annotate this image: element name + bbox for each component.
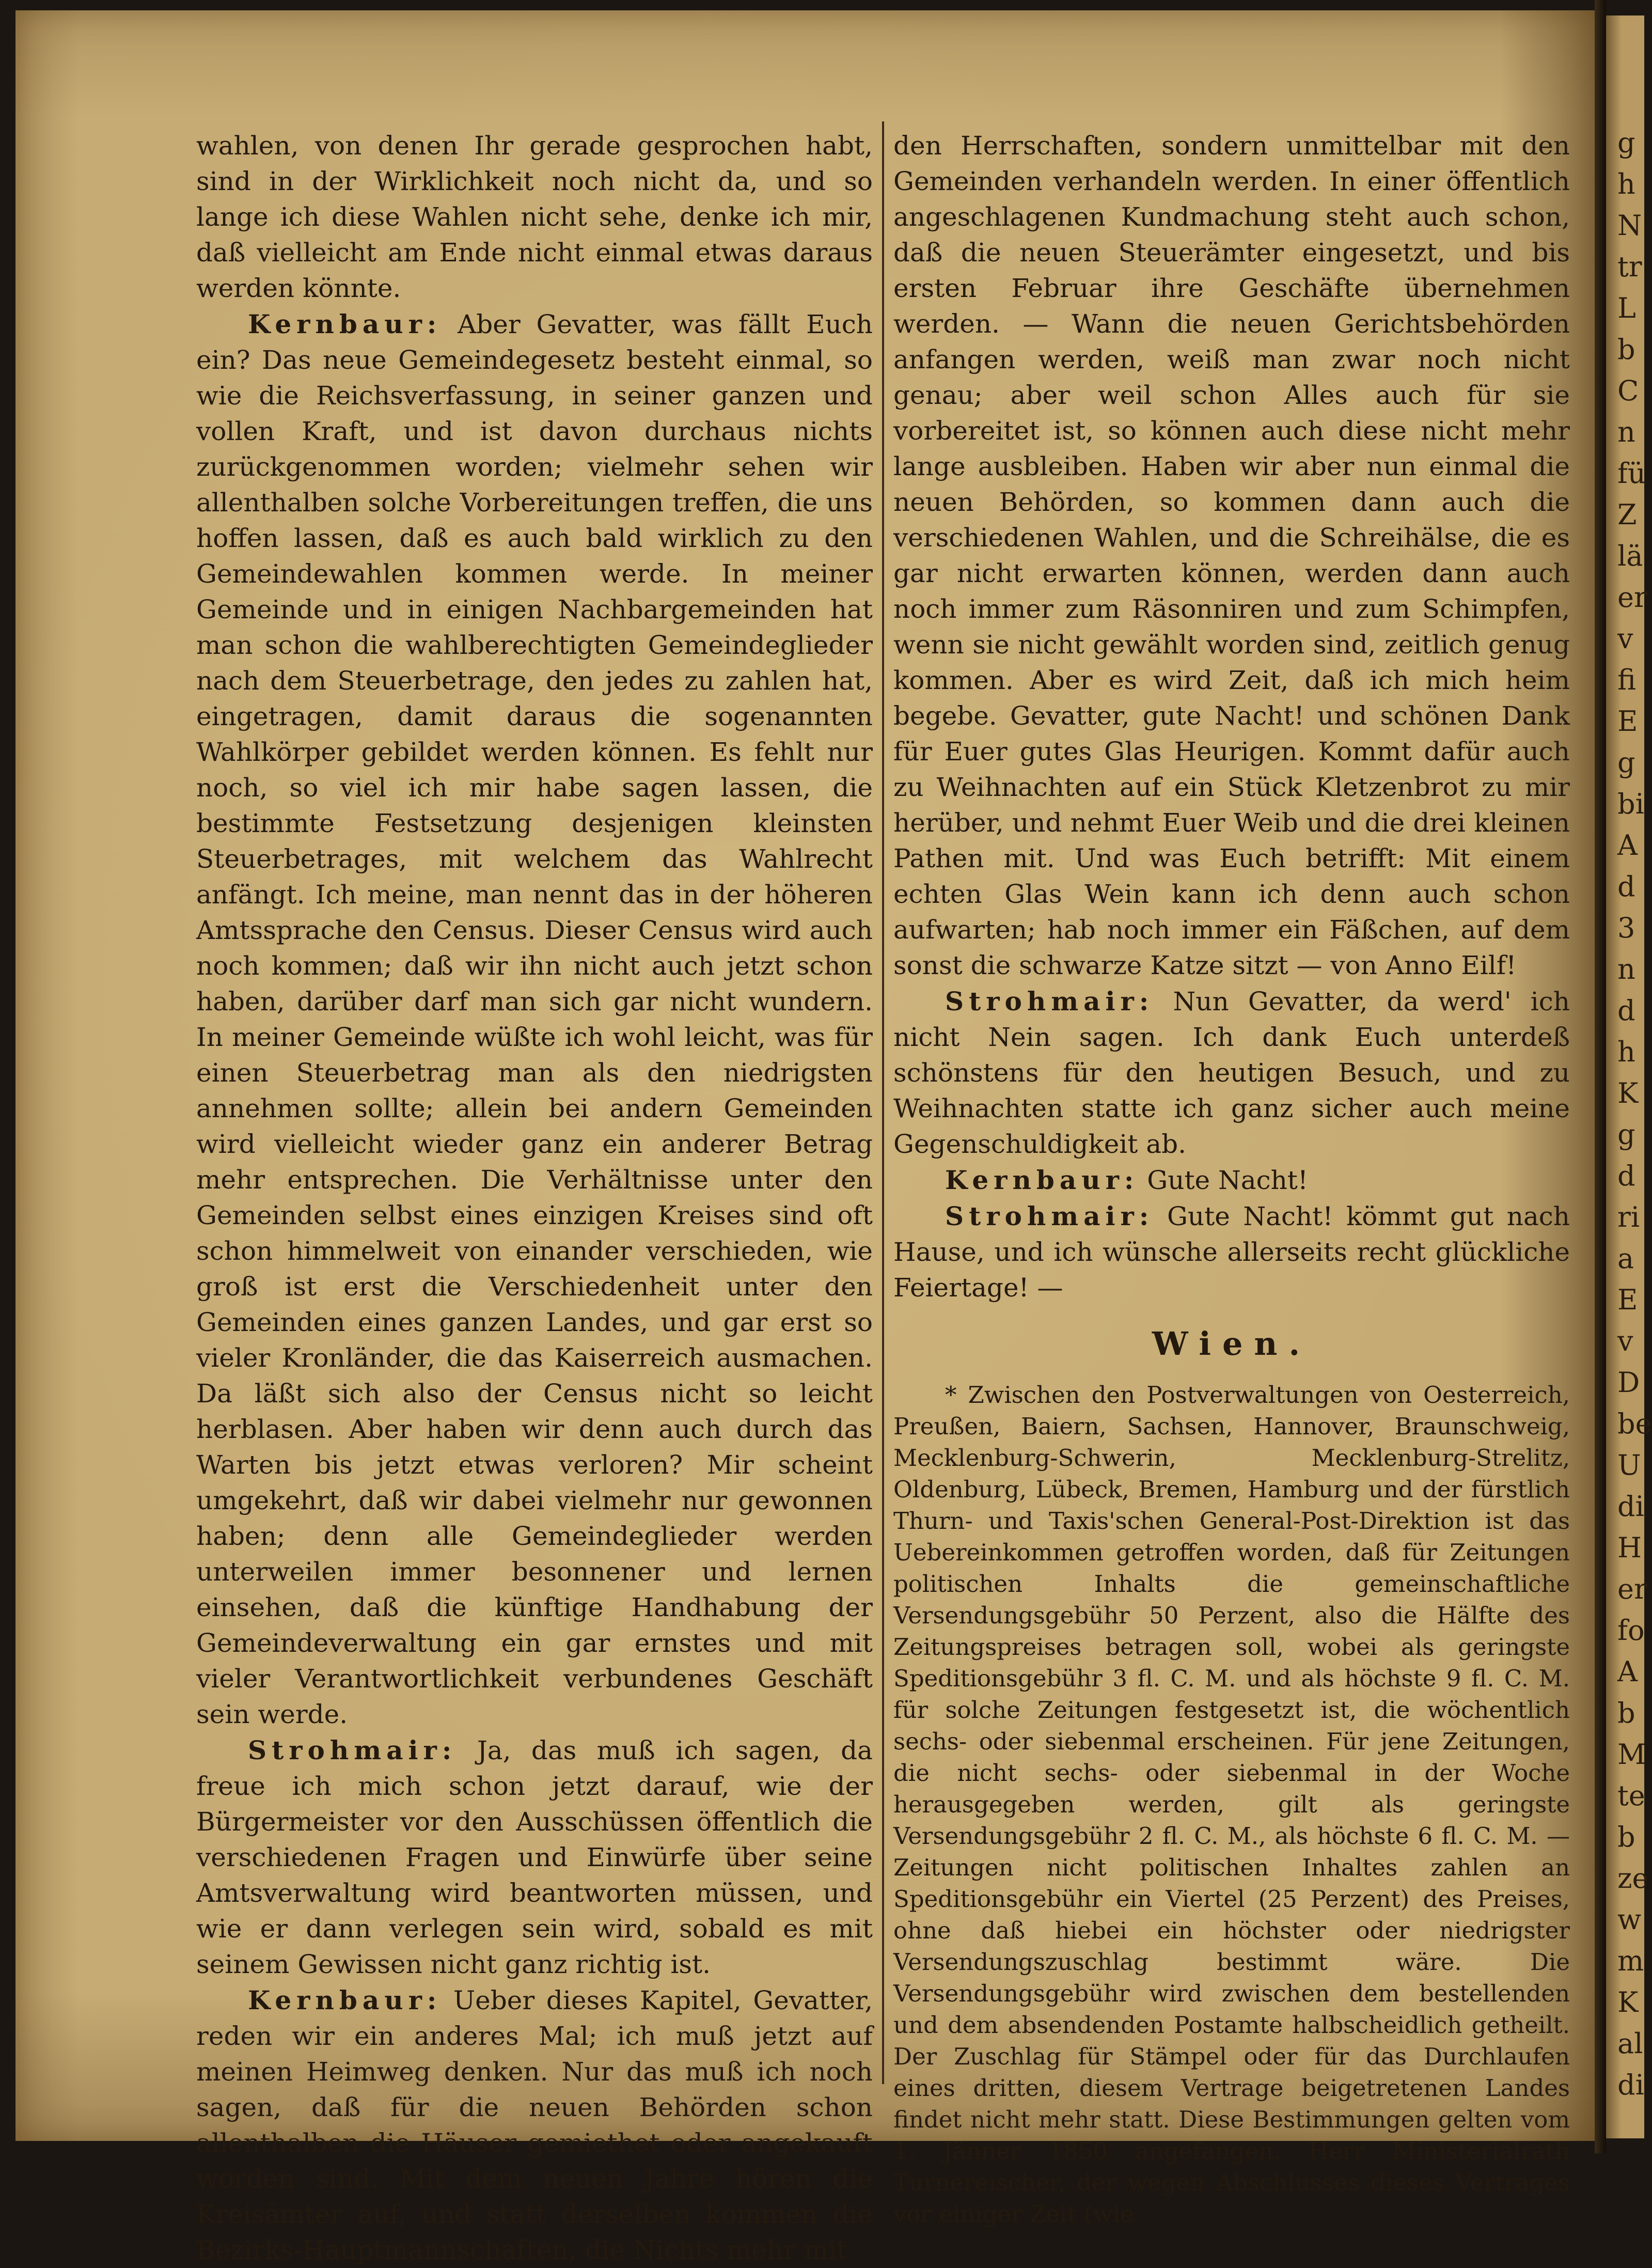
dialogue-text: Ja, das muß ich sagen, da freue ich mich schon jetzt darauf, wie der Bürgermeister vor den Ausschüssen öffentlich die verschiedenen Fragen und Einwürfe über seine Amtsverwaltung wird beantworten müssen, und wie er dann verlegen sein wird, sobald es mit seinem Gewissen nicht ganz richtig ist. [196,1735,873,1979]
paragraph: wahlen, von denen Ihr gerade gesprochen habt, sind in der Wirklichkeit noch nicht da, und so lange ich diese Wahlen nicht sehe, denke ich mir, daß vielleicht am Ende nicht einmal etwas daraus werden könnte. [196,131,873,303]
next-page-fragment: v [1617,622,1633,655]
next-page-fragment: E [1617,705,1638,738]
speaker-name: Kernbaur: [945,1165,1139,1195]
next-page-fragment: C [1617,374,1639,407]
dialogue-text: Aber Gevatter, was fällt Euch ein? Das neue Gemeindegesetz besteht einmal, so wie die Reichsverfassung, in seiner ganzen und vollen Kraft, und ist davon durchaus nichts zurückgenommen worden; vielmehr sehen wir allenthalben solche Vorbereitungen treffen, die uns hoffen lassen, daß es auch bald wirklich zu den Gemeindewahlen kommen werde. In meiner Gemeinde und in einigen Nachbargemeinden hat man schon die wahlberechtigten Gemeindeglieder nach dem Steuerbetrage, den jedes zu zahlen hat, eingetragen, damit daraus die sogenannten Wahlkörper gebildet werden können. Es fehlt nur noch, so viel ich mir habe sagen lassen, die bestimmte Festsetzung desjenigen kleinsten Steuerbetrages, mit welchem das Wahlrecht anfängt. Ich meine, man nennt das in der höheren Amtssprache den Census. Dieser Census wird auch noch kommen; daß wir ihn nicht auch jetzt schon haben, darüber darf man sich gar nicht wundern. In meiner Gemeinde wüßte ich wohl leicht, was für einen Steuerbetrag man als den niedrigsten annehmen sollte; allein bei andern Gemeinden wird vielleicht wieder ganz ein anderer Betrag mehr entsprechen. Die Verhältnisse unter den Gemeinden selbst eines einzigen Kreises sind oft schon himmelweit von einander verschieden, wie groß ist erst die Verschiedenheit unter den Gemeinden eines ganzen Landes, und gar erst so vieler Kronländer, die das Kaiserreich ausmachen. Da läßt sich also der Census nicht so leicht herblasen. Aber haben wir denn auch durch das Warten bis jetzt etwas verloren? Mir scheint umgekehrt, daß wir dabei vielmehr nur gewonnen haben; denn alle Gemeindeglieder werden unterweilen immer besonnener und lernen einsehen, daß die künftige Handhabung der Gemeindeverwaltung ein gar ernstes und mit vieler Verantwortlichkeit verbundenes Geschäft sein werde. [196,309,873,1729]
speaker-name: Strohmair: [945,1201,1154,1231]
next-page-fragment: K [1617,1986,1639,2019]
next-page-fragment: b [1617,333,1635,366]
speaker-name: Strohmair: [248,1735,457,1765]
next-page-fragment: h [1617,168,1635,200]
paragraph: den Herrschaften, sondern unmittelbar mit den Gemeinden verhandeln werden. In einer öffentlich angeschlagenen Kundmachung steht auch schon, daß die neuen Steuerämter eingesetzt, und bis ersten Februar ihre Geschäfte übernehmen werden. — Wann die neuen Gerichtsbehörden anfangen werden, weiß man zwar noch nicht genau; aber weil schon Alles auch für sie vorbereitet ist, so können auch diese nicht mehr lange ausbleiben. Haben wir aber nun einmal die neuen Behörden, so kommen dann auch die verschiedenen Wahlen, und die Schreihälse, die es gar nicht erwarten können, werden dann auch noch immer zum Räsonniren und zum Schimpfen, wenn sie nicht gewählt worden sind, zeitlich genug kommen. Aber es wird Zeit, daß ich mich heim begebe. Gevatter, gute Nacht! und schönen Dank für Euer gutes Glas Heurigen. Kommt dafür auch zu Weihnachten auf ein Stück Kletzenbrot zu mir herüber, und nehmt Euer Weib und die drei kleinen Pathen mit. Und was Euch betrifft: Mit einem echten Glas Wein kann ich denn auch schon aufwarten; hab noch immer ein Fäßchen, auf dem sonst die schwarze Katze sitzt — von Anno Eilf! [893,131,1570,980]
next-page-fragment: er [1617,1573,1647,1605]
speaker-name: Kernbaur: [248,1985,442,2015]
book-gutter [1595,0,1606,2153]
next-page-fragment: bi [1617,788,1644,820]
next-page-fragment: d [1617,1160,1635,1192]
next-page-fragment: fü [1617,457,1646,490]
next-page-fragment: D [1617,1366,1640,1399]
next-page-fragment: w [1617,1903,1642,1936]
next-page-fragment: di [1617,2069,1644,2101]
section-heading: Wien. [1152,1325,1312,1363]
next-page-fragment: al [1617,2027,1643,2060]
right-column [893,128,1570,2230]
left-column [196,128,873,2268]
paragraph [196,1732,873,1982]
next-page-fragment: b [1617,1821,1635,1853]
news-item: * Zwischen den Postverwaltungen von Oesterreich, Preußen, Baiern, Sachsen, Hannover, Braunschweig, Mecklenburg-Schwerin, Mecklenburg-Strelitz, Oldenburg, Lübeck, Bremen, Hamburg und der fürstlich Thurn- und Taxis'schen General-Post-Direktion ist das Uebereinkommen getroffen worden, daß für Zeitungen politischen Inhalts die gemeinschaftliche Versendungsgebühr 50 Perzent, also die Hälfte des Zeitungspreises betragen soll, wobei als geringste Speditionsgebühr 3 fl. C. M. und als höchste 9 fl. C. M. für solche Zeitungen festgesetzt ist, die wöchentlich sechs- oder siebenmal erscheinen. Für jene Zeitungen, die nicht sechs- oder siebenmal in der Woche herausgegeben werden, gilt als geringste Versendungsgebühr 2 fl. C. M., als höchste 6 fl. C. M. — Zeitungen nicht politischen Inhaltes zahlen an Speditionsgebühr ein Viertel (25 Perzent) des Preises, ohne daß hiebei ein höchster oder niedrigster Versendungszuschlag bestimmt wäre. Die Versendungsgebühr wird zwischen dem bestellenden und dem absendenden Postamte halbscheidlich getheilt. Der Zuschlag für Stämpel oder für das Durchlaufen eines dritten, diesem Vertrage beigetretenen Landes findet nicht mehr statt. Diese Bestimmungen gelten vom 1. Jänner 1850 angefangen. Herr Ministerialrath Turnereischer, der wegen Abschlusses dieses Vertrages vor einiger Zeit (wie [893,1381,1570,2228]
next-page-fragment: d [1617,870,1635,903]
next-page-fragment: N [1617,209,1642,242]
next-page-fragment: 3 [1617,912,1635,944]
dialogue-text: Nun Gevatter, da werd' ich nicht Nein sagen. Ich dank Euch unterdeß schönstens für den heutigen Besuch, und zu Weihnachten statte ich ganz sicher auch meine Gegenschuldigkeit ab. [893,987,1570,1159]
next-page-fragment: te [1617,1779,1645,1812]
next-page-fragment: a [1617,1242,1634,1275]
paragraph [196,1982,873,2268]
next-page-fragment: U [1617,1449,1641,1481]
next-page-fragment: fo [1617,1614,1645,1647]
column-divider [882,121,884,2084]
next-page-fragment: ze [1617,1862,1649,1895]
next-page-fragment: b [1617,1697,1635,1729]
speaker-name: Strohmair: [945,986,1154,1016]
next-page-fragment: H [1617,1531,1642,1564]
dialogue-text: Gute Nacht! kömmt gut nach Hause, und ich wünsche allerseits recht glückliche Feiertage! — [893,1201,1570,1303]
next-page-fragment: h [1617,1036,1635,1068]
next-page-edge [1606,15,1652,2138]
next-page-fragment: er [1617,581,1647,614]
next-page-fragment: g [1617,1118,1635,1151]
dialogue-text: Ueber dieses Kapitel, Gevatter, reden wir ein anderes Mal; ich muß jetzt auf meinen Heimweg denken. Nur das muß ich noch sagen, daß für die neuen Behörden schon allenthalben die Häuser gemiethet oder angekauft worden sind. Mit dem neuen Jahre hören die Kreisämter auf, und statt derselben kommen die Bezirks-Hauptmannschaften, die Nichts mehr mit [196,1985,873,2265]
next-page-fragment: ri [1617,1201,1640,1233]
next-page-fragment: fi [1617,664,1637,696]
next-page-fragment: tr [1617,251,1642,283]
next-page-fragment: E [1617,1284,1638,1316]
next-page-fragment: L [1617,292,1636,324]
next-page-fragment: g [1617,746,1635,779]
next-page-fragment: A [1617,829,1638,862]
next-page-fragment: Z [1617,498,1637,531]
next-page-fragment: n [1617,416,1635,448]
paragraph [893,1198,1570,1306]
dialogue-text: Gute Nacht! [1147,1165,1308,1195]
next-page-fragment: di [1617,1490,1644,1523]
next-page-fragment: v [1617,1325,1633,1357]
next-page-fragment: be [1617,1407,1652,1440]
next-page-fragment: d [1617,994,1635,1027]
next-page-fragment: g [1617,127,1635,159]
paragraph [196,306,873,1732]
next-page-fragment: n [1617,953,1635,986]
paragraph [893,1162,1570,1198]
paragraph [893,983,1570,1162]
next-page-fragment: m [1617,1945,1644,1977]
next-page-fragment: K [1617,1077,1639,1109]
next-page-fragment: A [1617,1655,1638,1688]
next-page-fragment: M [1617,1738,1646,1771]
next-page-fragment: lä [1617,540,1643,572]
newspaper-page [15,10,1595,2265]
speaker-name: Kernbaur: [248,309,442,339]
